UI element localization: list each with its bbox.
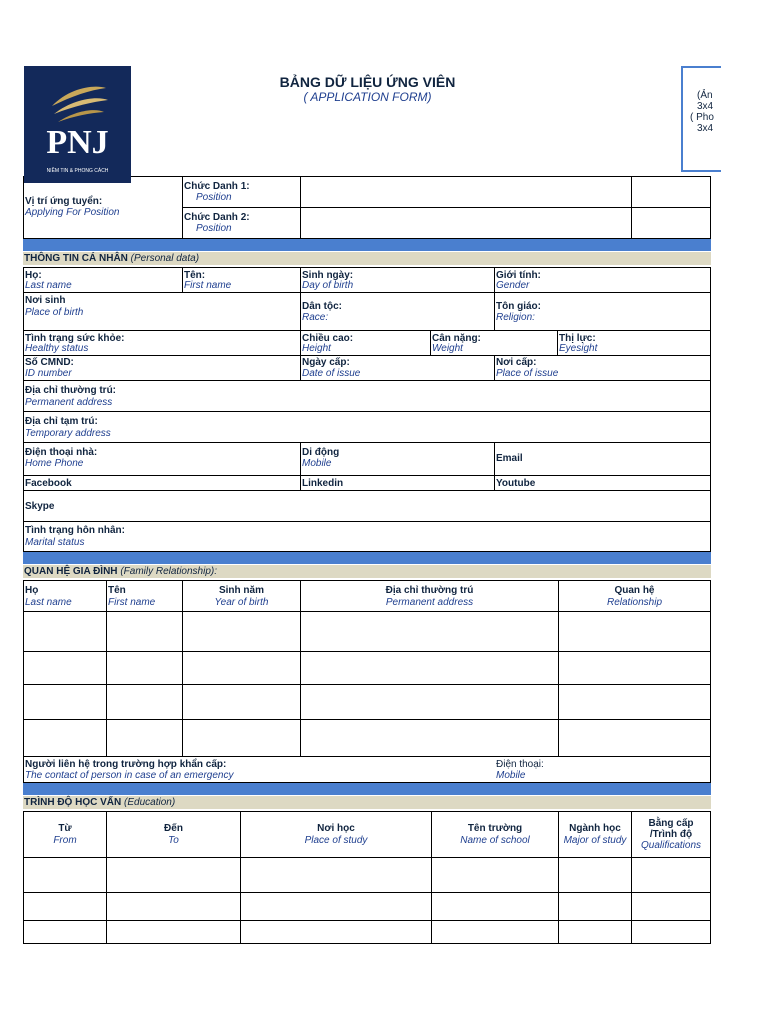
family-col-relationship: Quan hệ bbox=[614, 585, 655, 596]
field-perm-addr: Địa chỉ thường trú: bbox=[25, 385, 117, 396]
edu-col-major: Ngành học bbox=[569, 823, 621, 834]
field-issue-date: Ngày cấp: bbox=[302, 357, 350, 368]
field-mobile: Di động bbox=[302, 447, 340, 458]
field-issue-place: Nơi cấp: bbox=[496, 357, 537, 368]
field-youtube: Youtube bbox=[496, 478, 536, 489]
position-title2-en: Position bbox=[196, 223, 232, 234]
field-race: Dân tộc: bbox=[302, 301, 342, 312]
blue-band bbox=[23, 552, 711, 564]
emergency-phone: Điện thoại: bbox=[496, 759, 544, 770]
field-weight: Cân nặng: bbox=[432, 333, 481, 344]
form-title: BẢNG DỮ LIỆU ỨNG VIÊN bbox=[279, 74, 456, 90]
section-education: TRÌNH ĐỘ HỌC VẤN (Education) bbox=[23, 796, 711, 809]
position-title1-en: Position bbox=[196, 192, 232, 203]
family-col-year: Sinh năm bbox=[218, 585, 264, 596]
family-col-lastname: Họ bbox=[25, 585, 39, 596]
position-label-en: Applying For Position bbox=[25, 207, 120, 218]
field-pob: Nơi sinh bbox=[25, 295, 66, 306]
field-temp-addr: Địa chỉ tạm trú: bbox=[25, 416, 98, 427]
logo-tagline: NIỀM TIN & PHONG CÁCH bbox=[46, 168, 109, 174]
field-ho: Họ: bbox=[25, 270, 42, 281]
blue-band bbox=[23, 783, 711, 795]
position-title2: Chức Danh 2: bbox=[184, 212, 250, 223]
edu-col-to: Đến bbox=[164, 823, 183, 834]
field-gender: Giới tính: bbox=[496, 270, 541, 281]
field-home-phone: Điện thoại nhà: bbox=[25, 447, 98, 458]
field-dob: Sinh ngày: bbox=[302, 270, 354, 281]
family-col-address: Địa chỉ thường trú bbox=[385, 585, 474, 596]
field-facebook: Facebook bbox=[25, 478, 72, 489]
field-id: Số CMND: bbox=[25, 357, 74, 368]
edu-col-school: Tên trường bbox=[467, 823, 523, 834]
position-label: Vị trí ứng tuyển: bbox=[25, 196, 103, 207]
position-title1: Chức Danh 1: bbox=[184, 181, 250, 192]
section-personal: THÔNG TIN CÁ NHÂN (Personal data) bbox=[23, 252, 711, 265]
family-col-firstname: Tên bbox=[108, 585, 126, 596]
edu-col-qualifications: Bằng cấp bbox=[648, 818, 694, 829]
field-height: Chiều cao: bbox=[302, 333, 354, 344]
form-subtitle: ( APPLICATION FORM) bbox=[303, 90, 432, 104]
edu-col-place: Nơi học bbox=[317, 823, 355, 834]
pnj-logo bbox=[24, 66, 131, 183]
field-religion: Tôn giáo: bbox=[496, 301, 541, 312]
field-marital: Tình trạng hôn nhân: bbox=[25, 525, 125, 536]
field-skype: Skype bbox=[25, 501, 55, 512]
edu-col-from: Từ bbox=[58, 823, 72, 834]
field-eyesight: Thị lực: bbox=[559, 333, 596, 344]
logo-brand: PNJ bbox=[46, 124, 109, 161]
photo-box: (Ản 3x4 ( Pho 3x4 bbox=[681, 66, 721, 172]
field-ten: Tên: bbox=[184, 270, 206, 281]
field-linkedin: Linkedin bbox=[302, 478, 344, 489]
blue-band bbox=[23, 239, 711, 251]
field-health: Tình trạng sức khỏe: bbox=[25, 333, 125, 344]
field-email: Email bbox=[496, 453, 523, 464]
emergency-contact: Người liên hệ trong trường hợp khẩn cấp: bbox=[25, 759, 227, 770]
section-family: QUAN HỆ GIA ĐÌNH (Family Relationship): bbox=[23, 565, 711, 578]
